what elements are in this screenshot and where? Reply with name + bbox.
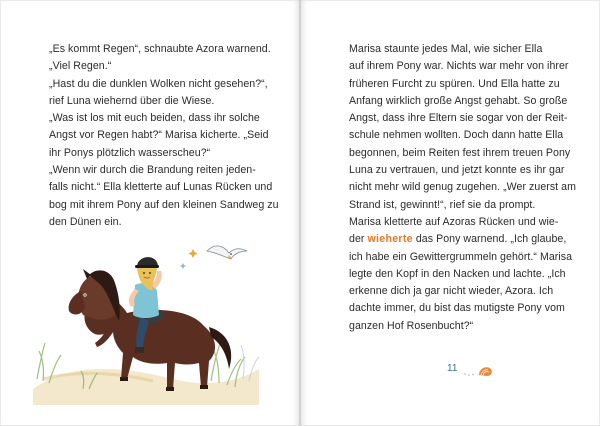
text-line: ganzen Hof Rosenbucht?“ xyxy=(349,319,474,332)
text-line: „Was ist los mit euch beiden, dass ihr solche xyxy=(49,112,260,125)
left-page-text xyxy=(38,41,279,231)
paragraph xyxy=(38,41,270,76)
shell-icon xyxy=(463,363,493,379)
text-line: ihr Ponys plötzlich wasserscheu?“ xyxy=(49,146,211,159)
text-line: erkenne dich ja gar nicht wieder, Azora. Ich xyxy=(349,285,554,298)
text-line: „Es kommt Regen“, schnaubte Azora warnend. xyxy=(49,43,271,55)
left-page xyxy=(1,1,299,425)
right-page xyxy=(301,1,599,425)
text-fragment: der xyxy=(349,233,368,246)
text-line: dachte immer, du bist das mutigste Pony vom xyxy=(349,302,565,315)
text-line: rief Luna wiehernd über die Wiese. xyxy=(49,94,215,107)
text-line: Angst vor Regen habt?“ Marisa kicherte. „Seid xyxy=(49,129,269,142)
sparkle-icon xyxy=(180,263,186,269)
paragraph xyxy=(38,76,270,111)
text-line: früheren Furcht zu spüren. Und Ella hatte zu xyxy=(349,77,560,90)
text-line: „Viel Regen.“ xyxy=(49,60,112,73)
page-number: 11 xyxy=(447,363,458,374)
text-line xyxy=(338,231,566,248)
text-line: auf ihrem Pony war. Nichts war mehr von ihrer xyxy=(349,60,569,73)
text-line: Marisa staunte jedes Mal, wie sicher Ella xyxy=(349,43,543,55)
text-line: Angst, dass ihre Eltern sie sogar von der Reit- xyxy=(349,112,568,125)
text-line: legte den Kopf in den Nacken und lachte. „Ich xyxy=(349,267,566,280)
text-line: nicht mehr wild genug zugehen. „Wer zuerst am xyxy=(349,181,576,194)
girl-riding-pony-illustration xyxy=(23,229,263,409)
text-line: Marisa kletterte auf Azoras Rücken und wie- xyxy=(349,215,559,228)
highlighted-word: wieherte xyxy=(367,233,413,246)
text-line: bog mit ihrem Pony auf den kleinen Sandweg zu xyxy=(49,198,279,211)
paragraph xyxy=(38,162,279,231)
text-line: „Wenn wir durch die Brandung reiten jeden- xyxy=(49,164,256,177)
text-line: Anfang wirklich große Angst gehabt. So große xyxy=(349,94,568,107)
text-line: schule nehmen wollten. Doch dann hatte Ella xyxy=(349,129,564,142)
text-line: ich habe ein Gewittergrummeln gehört.“ Marisa xyxy=(349,250,573,263)
text-line: den Dünen ein. xyxy=(49,215,122,228)
text-fragment: das Pony warnend. „Ich glaube, xyxy=(412,233,567,246)
text-line: Luna zu vertrauen, und jetzt konnte es ihr gar xyxy=(349,164,565,177)
text-line: falls nicht.“ Ella kletterte auf Lunas Rücken und xyxy=(49,181,273,194)
right-page-text xyxy=(338,41,576,335)
paragraph xyxy=(338,214,573,335)
paragraph xyxy=(38,110,270,162)
text-line: Strand ist, gewinnt!“, rief sie da prompt. xyxy=(349,198,536,211)
sparkle-icon xyxy=(189,249,198,258)
text-line: „Hast du die dunklen Wolken nicht gesehen?“, xyxy=(49,77,268,90)
seagull-icon xyxy=(207,246,247,259)
text-line: begonnen, beim Reiten fest ihrem treuen Pony xyxy=(349,146,571,159)
paragraph xyxy=(338,41,576,214)
